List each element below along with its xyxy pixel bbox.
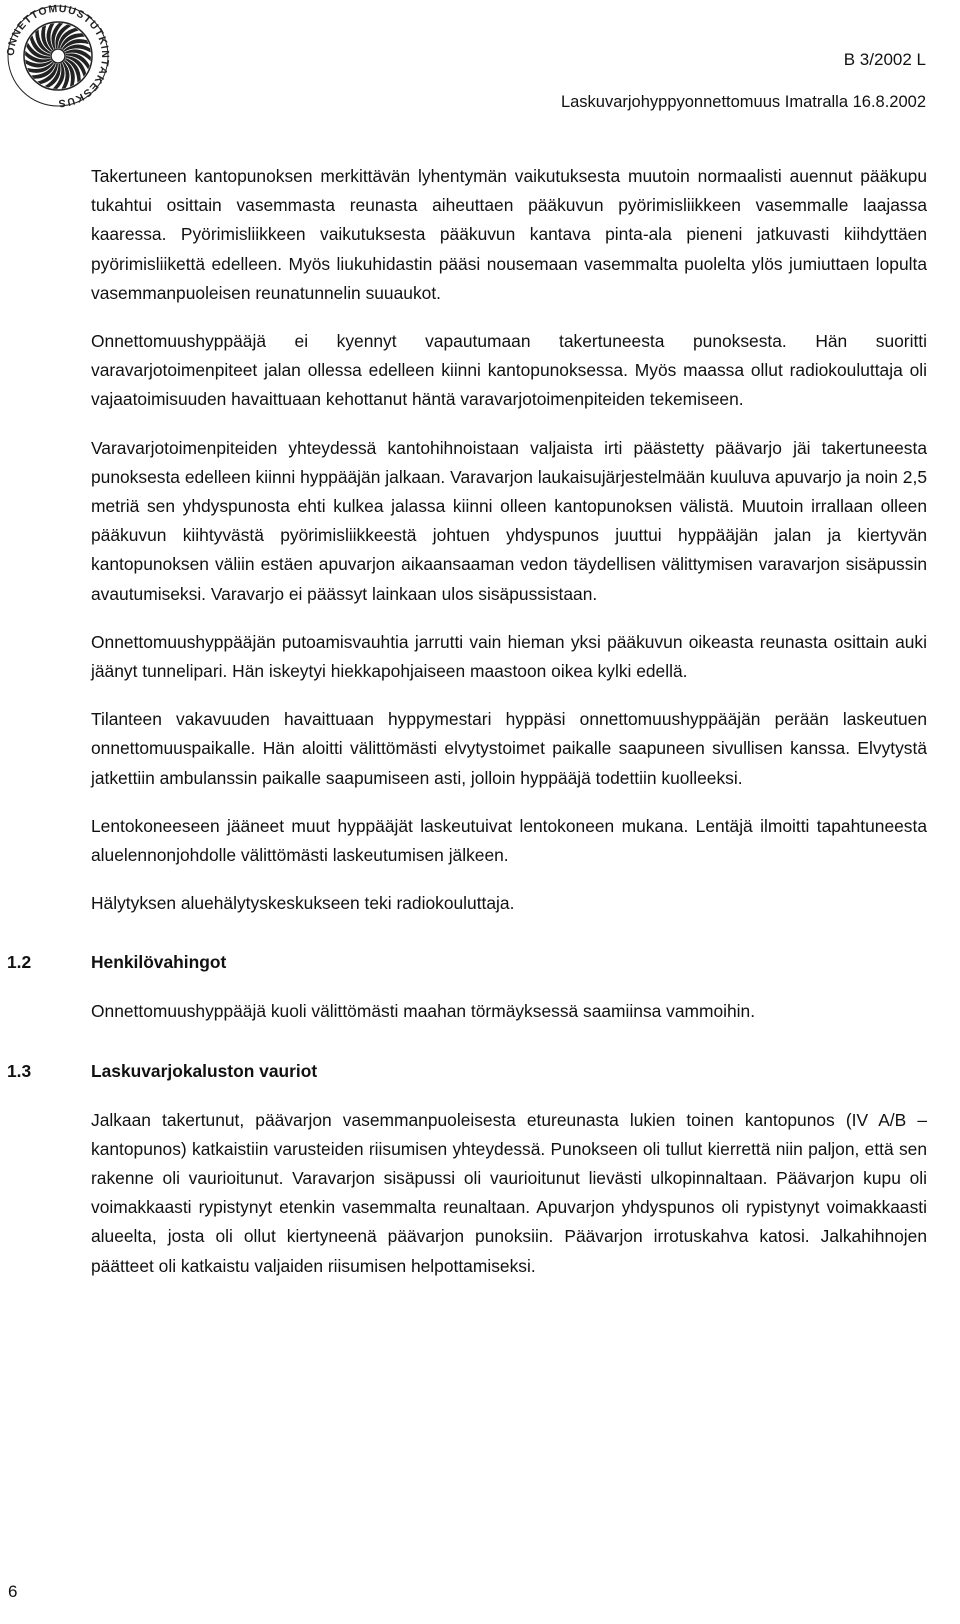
paragraph: Onnettomuushyppääjän putoamisvauhtia jarrutti vain hieman yksi pääkuvun oikeasta reunasta osittain auki jäänyt tunnelipari. Hän iskeytyi hiekkapohjaiseen maastoon oikea kylki edellä. [91, 631, 927, 682]
report-code: B 3/2002 L [843, 50, 926, 69]
paragraph: Lentokoneeseen jääneet muut hyppääjät laskeutuivat lentokoneen mukana. Lentäjä ilmoitti tapahtuneesta aluelennonjohdolle välittömästi laskeutumisen jälkeen. [91, 815, 927, 866]
paragraph: Takertuneen kantopunoksen merkittävän lyhentymän vaikutuksesta muutoin normaalisti auennut pääkupu tukahtui osittain vasemmasta reunasta aiheuttaen pääkuvun pyörimisliikkeen vasemmalle laajassa kaaressa. Pyörimisliikkeen vaikutuksesta pääkuvun kantava pinta-ala pieneni jatkuvasti kiihdyttäen pyörimisliikettä edelleen. Myös liukuhidastin pääsi nousemaan vasemmalta puolelta ylös jumiuttaen lopulta vasemmanpuoleisen reunatunnelin suuaukot. [91, 166, 927, 303]
section-number: 1.3 [7, 1060, 32, 1081]
paragraph: Jalkaan takertunut, päävarjon vasemmanpuoleisesta etureunasta lukien toinen kantopunos (IV A/B –kantopunos) katkaistiin varusteiden riisumisen yhteydessä. Punokseen oli tullut kierrettä niin paljon, että sen rakenne oli vaurioitunut. Varavarjon sisäpussi oli vaurioitunut lievästi ulkopinnaltaan. Päävarjon kupu oli voimakkaasti rypistynyt etenkin vasemmalta reunaltaan. Apuvarjon yhdyspunos oli rypistynyt voimakkaasti alueelta, josta oli ollut kiertyneenä päävarjon punoksiin. Päävarjon irrotuskahva katosi. Jalkahihnojen päätteet oli katkaistu valjaiden riisumisen helpottamiseksi. [91, 1109, 927, 1276]
page-number: 6 [8, 1582, 18, 1601]
paragraph: Tilanteen vakavuuden havaittuaan hyppymestari hyppäsi onnettomuushyppääjän perään laskeutuen onnettomuuspaikalle. Hän aloitti välittömästi elvytystoimet paikalle saapuneen sivullisen kanssa. Elvytystä jatkettiin ambulanssin paikalle saapumiseen asti, jolloin hyppääjä todettiin kuolleeksi. [91, 709, 927, 788]
paragraph: Onnettomuushyppääjä ei kyennyt vapautumaan takertuneesta punoksesta. Hän suoritti varavarjotoimenpiteet jalan ollessa edelleen kiinni kantopunoksessa. Myös maassa ollut radiokouluttaja oli vajaatoimisuuden havaittuaan kehottanut häntä varavarjotoimenpiteiden tekemiseen. [91, 331, 927, 410]
paragraph: Hälytyksen aluehälytyskeskukseen teki radiokouluttaja. [91, 893, 515, 914]
section-title: Henkilövahingot [91, 952, 227, 973]
paragraph: Varavarjotoimenpiteiden yhteydessä kantohihnoistaan valjaista irti päästetty päävarjo jäi takertuneesta punoksesta edelleen kiinni hyppääjän jalkaan. Varavarjon laukaisujärjestelmään kuuluva apuvarjo ja noin 2,5 metriä sen yhdyspunosta ehti kulkea jalassa kiinni olleen kantopunoksen välistä. Muutoin irrallaan olleen pääkuvun kiihtyvästä pyörimisliikkeestä johtuen yhdyspunos juuttui hyppääjän jalan ja kiertyvän kantopunoksen väliin estäen apuvarjon aikaansaaman vedon täydellisen välittymisen varavarjon sisäpussin avautumiseksi. Varavarjo ei päässyt lainkaan ulos sisäpussistaan. [91, 437, 927, 604]
document-body [7, 162, 927, 1300]
paragraph: Onnettomuushyppääjä kuoli välittömästi maahan törmäyksessä saamiinsa vammoihin. [91, 1001, 756, 1022]
section-title: Laskuvarjokaluston vauriot [91, 1060, 318, 1081]
section-heading-henkilovahingot [7, 948, 927, 977]
report-title: Laskuvarjohyppyonnettomuus Imatralla 16.8.2002 [560, 93, 926, 111]
section-heading-laskuvarjokaluston-vauriot [7, 1057, 927, 1086]
section-number: 1.2 [7, 952, 32, 973]
svg-text:ONNETTOMUUSTUTKINTAKESKUS: ONNETTOMUUSTUTKINTAKESKUS [6, 4, 110, 108]
organization-seal-logo [6, 4, 110, 108]
